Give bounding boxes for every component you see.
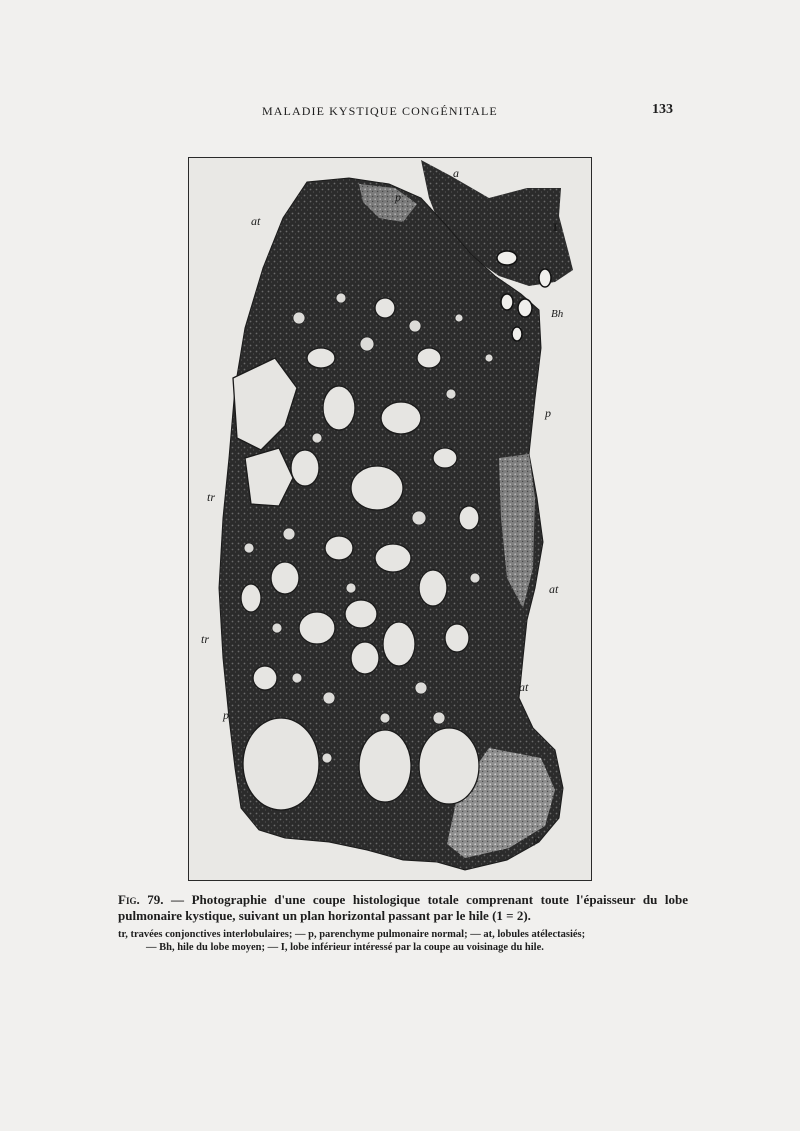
legend-line-2: — Bh, hile du lobe moyen; — I, lobe inférieur intéressé par la coupe au voisinage du hile.	[146, 942, 544, 953]
label-a: a	[453, 166, 459, 180]
label-tr-upper: tr	[207, 490, 216, 504]
running-title: MALADIE KYSTIQUE CONGÉNITALE	[262, 104, 498, 118]
label-p-left: p	[223, 708, 229, 722]
legend-line-1: tr, travées conjonctives interlobulaires; — p, parenchyme pulmonaire normal; — at, lobules atélectasiés;	[118, 929, 586, 940]
running-head	[0, 104, 800, 124]
figure-caption	[118, 892, 688, 954]
caption-text: — Photographie d'une coupe histologique totale comprenant toute l'épaisseur du lobe pulmonaire kystique, suivant un plan horizontal passant par le hile (1 = 2).	[118, 892, 688, 923]
label-p-top: p	[395, 190, 401, 204]
caption-legend	[118, 928, 688, 954]
page-number: 133	[652, 102, 673, 117]
label-p-bottom: p	[533, 832, 539, 846]
figure-number: Fig. 79.	[118, 892, 164, 907]
caption-main	[118, 892, 688, 924]
label-at-lower: at	[519, 680, 529, 694]
label-at-right: at	[549, 582, 559, 596]
label-Bh: Bh	[551, 308, 564, 320]
label-at-top: at	[251, 214, 261, 228]
label-p-right: p	[545, 406, 551, 420]
label-tr-lower: tr	[201, 632, 210, 646]
lung-section-image	[189, 158, 593, 882]
label-I: I	[553, 220, 558, 234]
figure-photograph	[188, 157, 592, 881]
